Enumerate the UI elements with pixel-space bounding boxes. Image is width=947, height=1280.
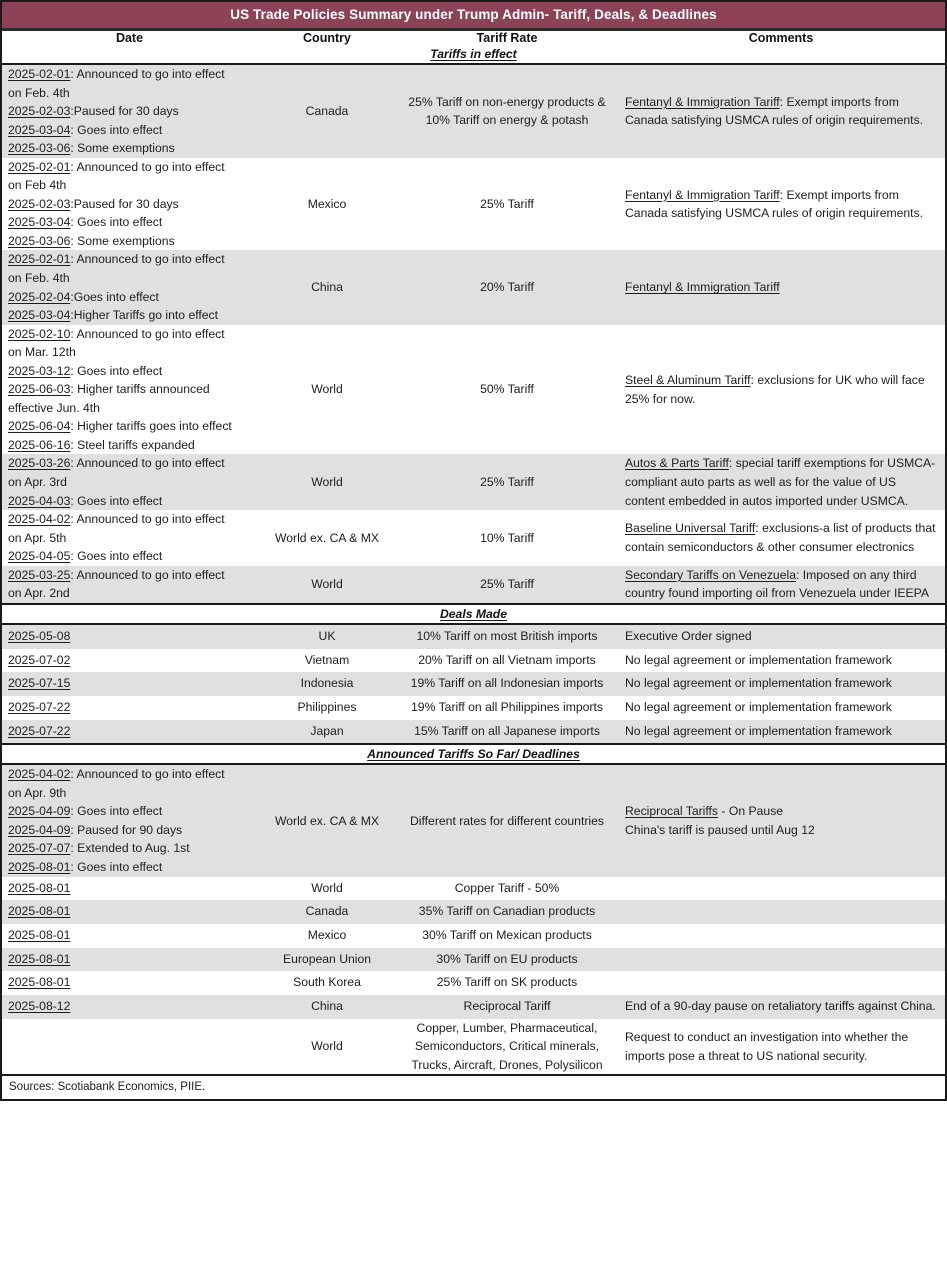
date-line (8, 998, 257, 1016)
section-label: Tariffs in effect (430, 47, 517, 61)
cell-date (2, 454, 257, 510)
date-note: : Announced to go into effect (70, 767, 225, 782)
comment-text: : special tariff exemptions for USMCA-compliant auto parts as well as for the value of US content embedded in autos imported under USMCA. (625, 456, 936, 508)
cell-country: Mexico (257, 158, 397, 251)
date-note: : Announced to go into effect (70, 159, 225, 174)
cell-rate: 10% Tariff on most British imports (397, 624, 617, 649)
cell-comment (617, 971, 945, 995)
comment-term: Steel & Aluminum Tariff (625, 373, 751, 388)
table-row (2, 566, 945, 604)
date-line (8, 675, 257, 693)
cell-country: Canada (257, 900, 397, 924)
cell-comment (617, 877, 945, 901)
trade-policy-table (2, 31, 945, 1074)
table-container (0, 31, 947, 1101)
date-note: : Announced to go into effect (70, 326, 225, 341)
date-note: : Goes into effect (70, 804, 163, 819)
cell-comment (617, 624, 945, 649)
cell-comment (617, 696, 945, 720)
column-header-comments: Comments (748, 31, 814, 45)
date-line (8, 306, 257, 325)
document-title-bar (0, 0, 947, 28)
date-token: 2025-04-05 (8, 549, 71, 564)
date-note: on Apr. 9th (8, 785, 67, 800)
date-token: 2025-04-02 (8, 512, 71, 527)
cell-rate: 50% Tariff (397, 325, 617, 455)
comment-text: Executive Order signed (625, 628, 752, 643)
date-token: 2025-04-09 (8, 804, 71, 819)
cell-date (2, 720, 257, 745)
table-row (2, 158, 945, 251)
cell-country: China (257, 250, 397, 324)
date-token: 2025-04-09 (8, 822, 71, 837)
cell-date (2, 1019, 257, 1075)
cell-rate: 10% Tariff (397, 510, 617, 566)
date-token: 2025-05-08 (8, 628, 71, 643)
cell-rate: Copper Tariff - 50% (397, 877, 617, 901)
table-row (2, 764, 945, 876)
date-line (8, 880, 257, 898)
cell-comment (617, 720, 945, 745)
date-note: : Some exemptions (70, 233, 175, 248)
date-line (8, 927, 257, 945)
cell-date (2, 900, 257, 924)
date-line (8, 821, 257, 840)
table-row (2, 877, 945, 901)
comment-term: Reciprocal Tariffs (625, 804, 719, 819)
comment-text: - On Pause (718, 804, 784, 819)
date-note: :Goes into effect (70, 289, 159, 304)
cell-comment (617, 672, 945, 696)
cell-rate: 20% Tariff on all Vietnam imports (397, 649, 617, 673)
date-line (8, 343, 257, 362)
date-note: on Feb. 4th (8, 85, 70, 100)
date-note: : Higher tariffs goes into effect (70, 419, 232, 434)
date-note: : Announced to go into effect (70, 567, 225, 582)
date-line (8, 84, 257, 103)
cell-date (2, 924, 257, 948)
section-label: Announced Tariffs So Far/ Deadlines (367, 747, 580, 762)
table-row (2, 510, 945, 566)
date-note: :Paused for 30 days (70, 104, 179, 119)
date-note: : Goes into effect (70, 122, 163, 137)
date-note: : Goes into effect (70, 363, 163, 378)
cell-rate: 19% Tariff on all Philippines imports (397, 696, 617, 720)
date-note: : Announced to go into effect (70, 456, 225, 471)
cell-country: World (257, 877, 397, 901)
date-token: 2025-08-01 (8, 951, 71, 966)
date-line (8, 436, 257, 455)
date-line (8, 492, 257, 511)
cell-country: Philippines (257, 696, 397, 720)
cell-date (2, 672, 257, 696)
date-token: 2025-02-03 (8, 104, 71, 119)
date-line (8, 974, 257, 992)
section-band (2, 604, 945, 624)
date-token: 2025-02-10 (8, 326, 71, 341)
comment-text: No legal agreement or implementation framework (625, 676, 892, 691)
date-line (8, 269, 257, 288)
table-row (2, 454, 945, 510)
table-row (2, 672, 945, 696)
date-note: effective Jun. 4th (8, 400, 100, 415)
date-token: 2025-02-03 (8, 196, 71, 211)
sources-footer: Sources: Scotiabank Economics, PIIE. (2, 1074, 945, 1099)
date-token: 2025-03-04 (8, 122, 71, 137)
cell-comment (617, 454, 945, 510)
date-line (8, 213, 257, 232)
date-line (8, 903, 257, 921)
cell-rate: 25% Tariff (397, 566, 617, 604)
cell-comment (617, 158, 945, 251)
date-token: 2025-03-04 (8, 215, 71, 230)
cell-country: World ex. CA & MX (257, 510, 397, 566)
date-token: 2025-08-12 (8, 999, 71, 1014)
cell-country: Mexico (257, 924, 397, 948)
date-line (8, 510, 257, 529)
cell-country: Japan (257, 720, 397, 745)
comment-text: : Exempt imports from Canada satisfying USMCA rules of origin requirements. (625, 187, 924, 221)
cell-date (2, 649, 257, 673)
comment-text: No legal agreement or implementation framework (625, 699, 892, 714)
date-line (8, 399, 257, 418)
cell-date (2, 566, 257, 604)
table-row (2, 924, 945, 948)
date-note: on Feb. 4th (8, 271, 70, 286)
cell-rate: 25% Tariff on SK products (397, 971, 617, 995)
comment-term: Fentanyl & Immigration Tariff (625, 280, 780, 295)
date-note: : Announced to go into effect (70, 512, 225, 527)
date-line (8, 584, 257, 603)
cell-country: Canada (257, 65, 397, 158)
date-token: 2025-06-16 (8, 437, 71, 452)
date-token: 2025-03-12 (8, 363, 71, 378)
date-token: 2025-02-01 (8, 159, 71, 174)
cell-date (2, 948, 257, 972)
date-note: : Goes into effect (70, 549, 163, 564)
cell-country: Indonesia (257, 672, 397, 696)
table-row (2, 720, 945, 745)
cell-rate: 25% Tariff on non-energy products & 10% Tariff on energy & potash (397, 65, 617, 158)
date-line (8, 699, 257, 717)
table-row (2, 649, 945, 673)
section-band (2, 744, 945, 764)
cell-rate: Different rates for different countries (397, 764, 617, 876)
cell-comment (617, 995, 945, 1019)
cell-country: China (257, 995, 397, 1019)
cell-date (2, 624, 257, 649)
date-line (8, 454, 257, 473)
cell-rate: 25% Tariff (397, 158, 617, 251)
date-line (8, 547, 257, 566)
cell-date (2, 510, 257, 566)
date-token: 2025-04-02 (8, 767, 71, 782)
date-note: on Apr. 3rd (8, 475, 67, 490)
cell-rate: 35% Tariff on Canadian products (397, 900, 617, 924)
date-line (8, 195, 257, 214)
comment-text: No legal agreement or implementation framework (625, 723, 892, 738)
cell-country: South Korea (257, 971, 397, 995)
cell-date (2, 325, 257, 455)
cell-country: Vietnam (257, 649, 397, 673)
date-line (8, 65, 257, 84)
comment-text: : exclusions for UK who will face 25% for now. (625, 373, 925, 406)
date-line (8, 176, 257, 195)
date-note: : Goes into effect (70, 215, 163, 230)
cell-comment (617, 510, 945, 566)
date-token: 2025-03-25 (8, 567, 71, 582)
comment-text: End of a 90-day pause on retaliatory tariffs against China. (625, 999, 936, 1014)
date-token: 2025-06-04 (8, 419, 71, 434)
date-line (8, 473, 257, 492)
date-note: :Paused for 30 days (70, 196, 179, 211)
date-token: 2025-07-02 (8, 652, 71, 667)
date-note: : Announced to go into effect (70, 252, 225, 267)
column-header-rate: Tariff Rate (476, 31, 538, 45)
date-token: 2025-08-01 (8, 860, 71, 875)
cell-country: World (257, 566, 397, 604)
comment-term: Fentanyl & Immigration Tariff (625, 187, 780, 202)
cell-rate: 30% Tariff on EU products (397, 948, 617, 972)
date-token: 2025-03-04 (8, 308, 71, 323)
table-row (2, 65, 945, 158)
date-token: 2025-08-01 (8, 904, 71, 919)
cell-date (2, 971, 257, 995)
date-token: 2025-02-01 (8, 67, 71, 81)
comment-term: Autos & Parts Tariff (625, 456, 729, 471)
table-row (2, 971, 945, 995)
cell-rate: 15% Tariff on all Japanese imports (397, 720, 617, 745)
date-line (8, 628, 257, 646)
date-token: 2025-08-01 (8, 880, 71, 895)
date-note: : Announced to go into effect (70, 67, 225, 81)
table-row (2, 1019, 945, 1075)
page-title: US Trade Policies Summary under Trump Admin- Tariff, Deals, & Deadlines (230, 7, 717, 22)
date-token: 2025-04-03 (8, 493, 71, 508)
date-line (8, 325, 257, 344)
date-line (8, 250, 257, 269)
cell-date (2, 158, 257, 251)
cell-date (2, 696, 257, 720)
date-note: : Extended to Aug. 1st (70, 841, 190, 856)
comment-text: : exclusions-a list of products that contain semiconductors & other consumer electronics (625, 521, 936, 554)
cell-rate: 30% Tariff on Mexican products (397, 924, 617, 948)
cell-comment (617, 325, 945, 455)
cell-country: World (257, 454, 397, 510)
cell-country: World (257, 1019, 397, 1075)
cell-rate: 19% Tariff on all Indonesian imports (397, 672, 617, 696)
date-note: on Mar. 12th (8, 345, 76, 360)
column-header-country: Country (303, 31, 351, 45)
date-line (8, 784, 257, 803)
date-token: 2025-07-22 (8, 723, 71, 738)
comment-term: Fentanyl & Immigration Tariff (625, 94, 780, 109)
table-row (2, 696, 945, 720)
date-line (8, 362, 257, 381)
cell-comment (617, 924, 945, 948)
comment-term: Secondary Tariffs on Venezuela (625, 567, 796, 582)
cell-comment (617, 900, 945, 924)
section-label: Deals Made (439, 606, 508, 621)
date-token: 2025-03-06 (8, 233, 71, 248)
date-line (8, 723, 257, 741)
cell-comment (617, 250, 945, 324)
date-line (8, 652, 257, 670)
cell-date (2, 995, 257, 1019)
date-note: on Feb 4th (8, 178, 67, 193)
date-note: : Some exemptions (70, 141, 175, 156)
date-line (8, 102, 257, 121)
date-token: 2025-02-04 (8, 289, 71, 304)
cell-comment (617, 1019, 945, 1075)
cell-date (2, 877, 257, 901)
date-line (8, 288, 257, 307)
date-line (8, 839, 257, 858)
date-note: :Higher Tariffs go into effect (70, 308, 219, 323)
cell-rate: Reciprocal Tariff (397, 995, 617, 1019)
table-row (2, 948, 945, 972)
date-note: : Goes into effect (70, 493, 163, 508)
date-line (8, 951, 257, 969)
date-note: : Higher tariffs announced (70, 382, 210, 397)
table-row (2, 325, 945, 455)
cell-date (2, 764, 257, 876)
date-token: 2025-06-03 (8, 382, 71, 397)
cell-country: European Union (257, 948, 397, 972)
table-row (2, 624, 945, 649)
date-line (8, 858, 257, 877)
cell-comment (617, 65, 945, 158)
date-token: 2025-07-15 (8, 676, 71, 691)
comment-text: : Exempt imports from Canada satisfying USMCA rules of origin requirements. (625, 94, 924, 128)
date-token: 2025-02-01 (8, 252, 71, 267)
date-line (8, 158, 257, 177)
date-line (8, 139, 257, 158)
cell-country: UK (257, 624, 397, 649)
cell-comment (617, 948, 945, 972)
cell-date (2, 250, 257, 324)
date-line (8, 802, 257, 821)
cell-rate: Copper, Lumber, Pharmaceutical, Semiconductors, Critical minerals, Trucks, Aircraft, Drones, Polysilicon (397, 1019, 617, 1075)
comment-text-line2: China's tariff is paused until Aug 12 (625, 822, 815, 837)
cell-date (2, 65, 257, 158)
date-line (8, 566, 257, 585)
cell-rate: 20% Tariff (397, 250, 617, 324)
column-header-date: Date (115, 31, 144, 45)
table-row (2, 250, 945, 324)
date-line (8, 232, 257, 251)
cell-comment (617, 566, 945, 604)
comment-text: Request to conduct an investigation into whether the imports pose a threat to US national security. (625, 1029, 909, 1063)
section-label-row (2, 45, 945, 64)
column-header-row (2, 31, 945, 45)
date-token: 2025-03-26 (8, 456, 71, 471)
date-note: : Steel tariffs expanded (70, 437, 195, 452)
date-note: on Apr. 5th (8, 530, 67, 545)
date-line (8, 380, 257, 399)
cell-country: World (257, 325, 397, 455)
date-note: : Goes into effect (70, 860, 163, 875)
date-note: on Apr. 2nd (8, 586, 70, 601)
date-line (8, 417, 257, 436)
date-line (8, 765, 257, 784)
date-token: 2025-08-01 (8, 927, 71, 942)
comment-text: : Imposed on any third country found importing oil from Venezuela under IEEPA (625, 567, 929, 601)
comment-text: No legal agreement or implementation framework (625, 652, 892, 667)
date-line (8, 121, 257, 140)
date-token: 2025-07-22 (8, 699, 71, 714)
date-line (8, 529, 257, 548)
comment-term: Baseline Universal Tariff (625, 521, 756, 536)
table-row (2, 900, 945, 924)
date-token: 2025-07-07 (8, 841, 71, 856)
date-token: 2025-08-01 (8, 975, 71, 990)
cell-rate: 25% Tariff (397, 454, 617, 510)
cell-comment (617, 764, 945, 876)
date-token: 2025-03-06 (8, 141, 71, 156)
date-note: : Paused for 90 days (70, 822, 183, 837)
cell-comment (617, 649, 945, 673)
cell-country: World ex. CA & MX (257, 764, 397, 876)
table-row (2, 995, 945, 1019)
